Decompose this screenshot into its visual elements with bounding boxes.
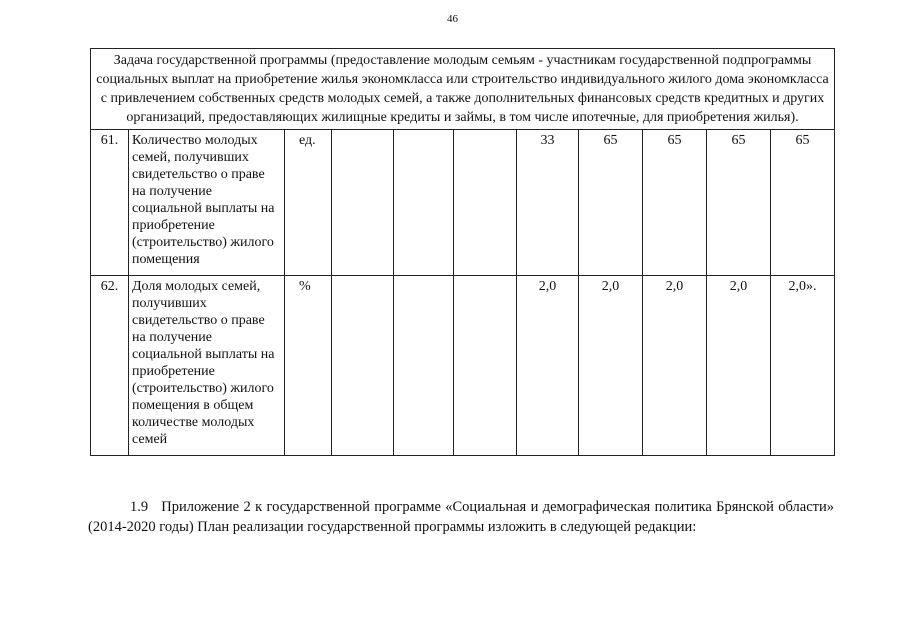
value-cell — [332, 130, 394, 276]
unit-cell: % — [285, 276, 332, 456]
value-cell — [394, 130, 454, 276]
value-cell — [454, 276, 517, 456]
unit-cell: ед. — [285, 130, 332, 276]
value-cell: 2,0». — [771, 276, 835, 456]
task-row — [91, 49, 835, 130]
value-cell: 2,0 — [579, 276, 643, 456]
task-description: Задача государственной программы (предоставление молодым семьям - участникам государственной подпрограммы социальных выплат на приобретение жилья экономкласса или строительство индивидуального жилого дома экономкласса с привлечением собственных средств молодых семей, а также дополнительных финансовых средств кредитных и других организаций, предоставляющих жилищные кредиты и займы, в том числе ипотечные, для приобретения жилья). — [91, 49, 835, 130]
value-cell: 33 — [517, 130, 579, 276]
value-cell: 65 — [771, 130, 835, 276]
paragraph-number: 1.9 — [130, 499, 149, 515]
indicator-name: Количество молодых семей, получивших свидетельство о праве на получение социальной выплаты на приобретение (строительство) жилого помещения — [129, 130, 285, 276]
amendment-paragraph — [88, 497, 834, 537]
row-number: 62. — [91, 276, 129, 456]
paragraph-text: Приложение 2 к государственной программе «Социальная и демографическая политика Брянской области» (2014-2020 годы) План реализации государственной программы изложить в следующей редакции: — [88, 499, 834, 535]
value-cell: 65 — [643, 130, 707, 276]
row-number: 61. — [91, 130, 129, 276]
table-row — [91, 130, 835, 276]
value-cell: 65 — [707, 130, 771, 276]
value-cell — [454, 130, 517, 276]
value-cell: 2,0 — [643, 276, 707, 456]
value-cell: 2,0 — [517, 276, 579, 456]
indicator-name: Доля молодых семей, получивших свидетельство о праве на получение социальной выплаты на приобретение (строительство) жилого помещения в общем количестве молодых семей — [129, 276, 285, 456]
page-number: 46 — [447, 13, 458, 25]
value-cell: 2,0 — [707, 276, 771, 456]
value-cell — [332, 276, 394, 456]
table-row — [91, 276, 835, 456]
value-cell: 65 — [579, 130, 643, 276]
value-cell — [394, 276, 454, 456]
indicators-table — [90, 48, 835, 456]
